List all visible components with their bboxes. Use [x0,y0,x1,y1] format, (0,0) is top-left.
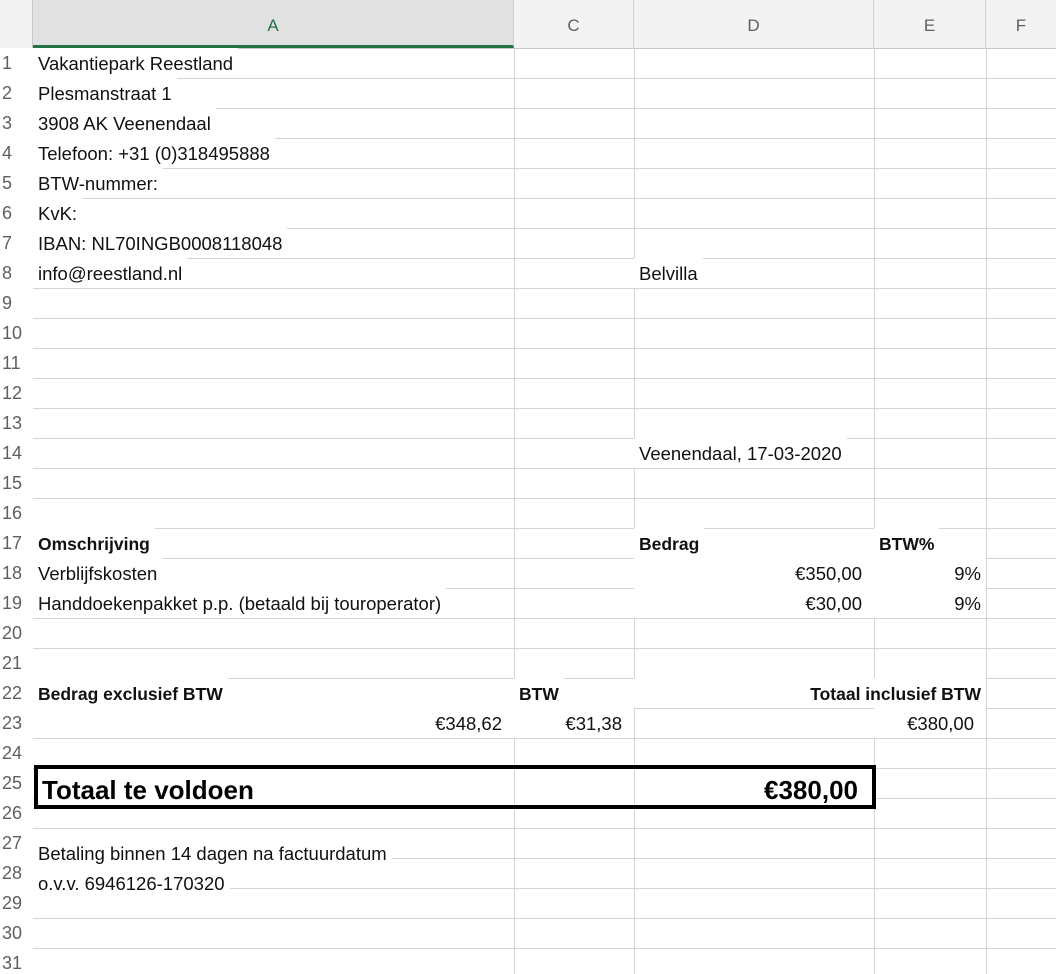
row-header[interactable]: 30 [0,918,33,948]
row-gridline [0,828,1056,829]
row-gridline [0,438,1056,439]
select-all-corner[interactable] [0,0,33,48]
cell-a4-phone[interactable]: Telefoon: +31 (0)318495888 [33,138,275,168]
row-header[interactable]: 16 [0,498,33,528]
cell-a3-postal-city[interactable]: 3908 AK Veenendaal [33,108,216,138]
row-header[interactable]: 19 [0,588,33,618]
row-header[interactable]: 15 [0,468,33,498]
row-header[interactable]: 23 [0,708,33,738]
cell-a22-excl-header[interactable]: Bedrag exclusief BTW [33,678,228,708]
row-header[interactable]: 3 [0,108,33,138]
cell-d8-recipient[interactable]: Belvilla [634,258,703,288]
cell-d19-item-amount[interactable]: €30,00 [634,588,874,618]
cell-c23-vat-value[interactable]: €31,38 [514,708,634,738]
row-gridline [0,648,1056,649]
row-header[interactable]: 2 [0,78,33,108]
row-header[interactable]: 6 [0,198,33,228]
row-header[interactable]: 4 [0,138,33,168]
cell-a27-payment-terms[interactable]: Betaling binnen 14 dagen na factuurdatum [33,838,392,868]
row-gridline [0,288,1056,289]
cell-a7-iban[interactable]: IBAN: NL70INGB0008118048 [33,228,287,258]
row-gridline [0,318,1056,319]
cell-e23-incl-value[interactable]: €380,00 [874,708,986,738]
row-header[interactable]: 5 [0,168,33,198]
row-header[interactable]: 10 [0,318,33,348]
cell-a23-excl-value[interactable]: €348,62 [33,708,514,738]
cell-d17-amount-header[interactable]: Bedrag [634,528,704,558]
column-header-e[interactable]: E [874,0,986,48]
cell-e22-incl-header[interactable]: Totaal inclusief BTW [634,678,986,708]
total-box-gridline [634,769,635,805]
row-header[interactable]: 20 [0,618,33,648]
cell-d18-item-amount[interactable]: €350,00 [634,558,874,588]
total-due-box[interactable] [34,765,876,809]
row-header[interactable]: 29 [0,888,33,918]
column-header-d[interactable]: D [634,0,874,48]
row-header[interactable]: 11 [0,348,33,378]
row-gridline [0,618,1056,619]
row-header[interactable]: 8 [0,258,33,288]
cell-d14-place-date[interactable]: Veenendaal, 17-03-2020 [634,438,847,468]
total-due-value: €380,00 [764,775,858,805]
row-header[interactable]: 31 [0,948,33,974]
row-gridline [0,468,1056,469]
cell-a28-reference[interactable]: o.v.v. 6946126-170320 [33,868,230,898]
cell-e18-item-vat-pct[interactable]: 9% [874,558,986,588]
row-gridline [0,948,1056,949]
column-gridline [634,48,635,974]
cell-a1-company-name[interactable]: Vakantiepark Reestland [33,48,238,78]
row-header[interactable]: 27 [0,828,33,858]
row-header[interactable]: 24 [0,738,33,768]
row-gridline [0,348,1056,349]
total-box-gridline [514,769,515,805]
column-gridline [874,48,875,974]
row-gridline [0,498,1056,499]
cell-e19-item-vat-pct[interactable]: 9% [874,588,986,618]
cell-a5-vat-number[interactable]: BTW-nummer: [33,168,163,198]
cell-c22-vat-header[interactable]: BTW [514,678,564,708]
row-gridline [0,408,1056,409]
row-header[interactable]: 14 [0,438,33,468]
column-header-f[interactable]: F [1015,16,1027,35]
cell-a17-description-header[interactable]: Omschrijving [33,528,155,558]
row-header[interactable]: 7 [0,228,33,258]
row-header[interactable]: 25 [0,768,33,798]
cell-e17-vat-pct-header[interactable]: BTW% [874,528,939,558]
cell-a2-street[interactable]: Plesmanstraat 1 [33,78,177,108]
row-gridline [0,378,1056,379]
row-header[interactable]: 9 [0,288,33,318]
row-header[interactable]: 28 [0,858,33,888]
row-gridline [0,918,1056,919]
cell-a6-kvk[interactable]: KvK: [33,198,82,228]
row-header[interactable]: 21 [0,648,33,678]
cell-a8-email[interactable]: info@reestland.nl [33,258,187,288]
row-gridline [0,198,1056,199]
cell-a19-item-description[interactable]: Handdoekenpakket p.p. (betaald bij touroperator) [33,588,446,618]
column-gridline [986,48,987,974]
row-header[interactable]: 22 [0,678,33,708]
row-gridline [0,738,1056,739]
total-due-label: Totaal te voldoen [42,775,254,805]
row-header[interactable]: 26 [0,798,33,828]
cell-a18-item-description[interactable]: Verblijfskosten [33,558,162,588]
row-header[interactable]: 18 [0,558,33,588]
column-gridline [514,48,515,974]
row-header[interactable]: 12 [0,378,33,408]
row-header[interactable]: 13 [0,408,33,438]
column-header-c[interactable]: C [514,0,634,48]
column-header-a[interactable]: A [33,0,514,48]
row-header[interactable]: 17 [0,528,33,558]
row-header[interactable]: 1 [0,48,33,78]
